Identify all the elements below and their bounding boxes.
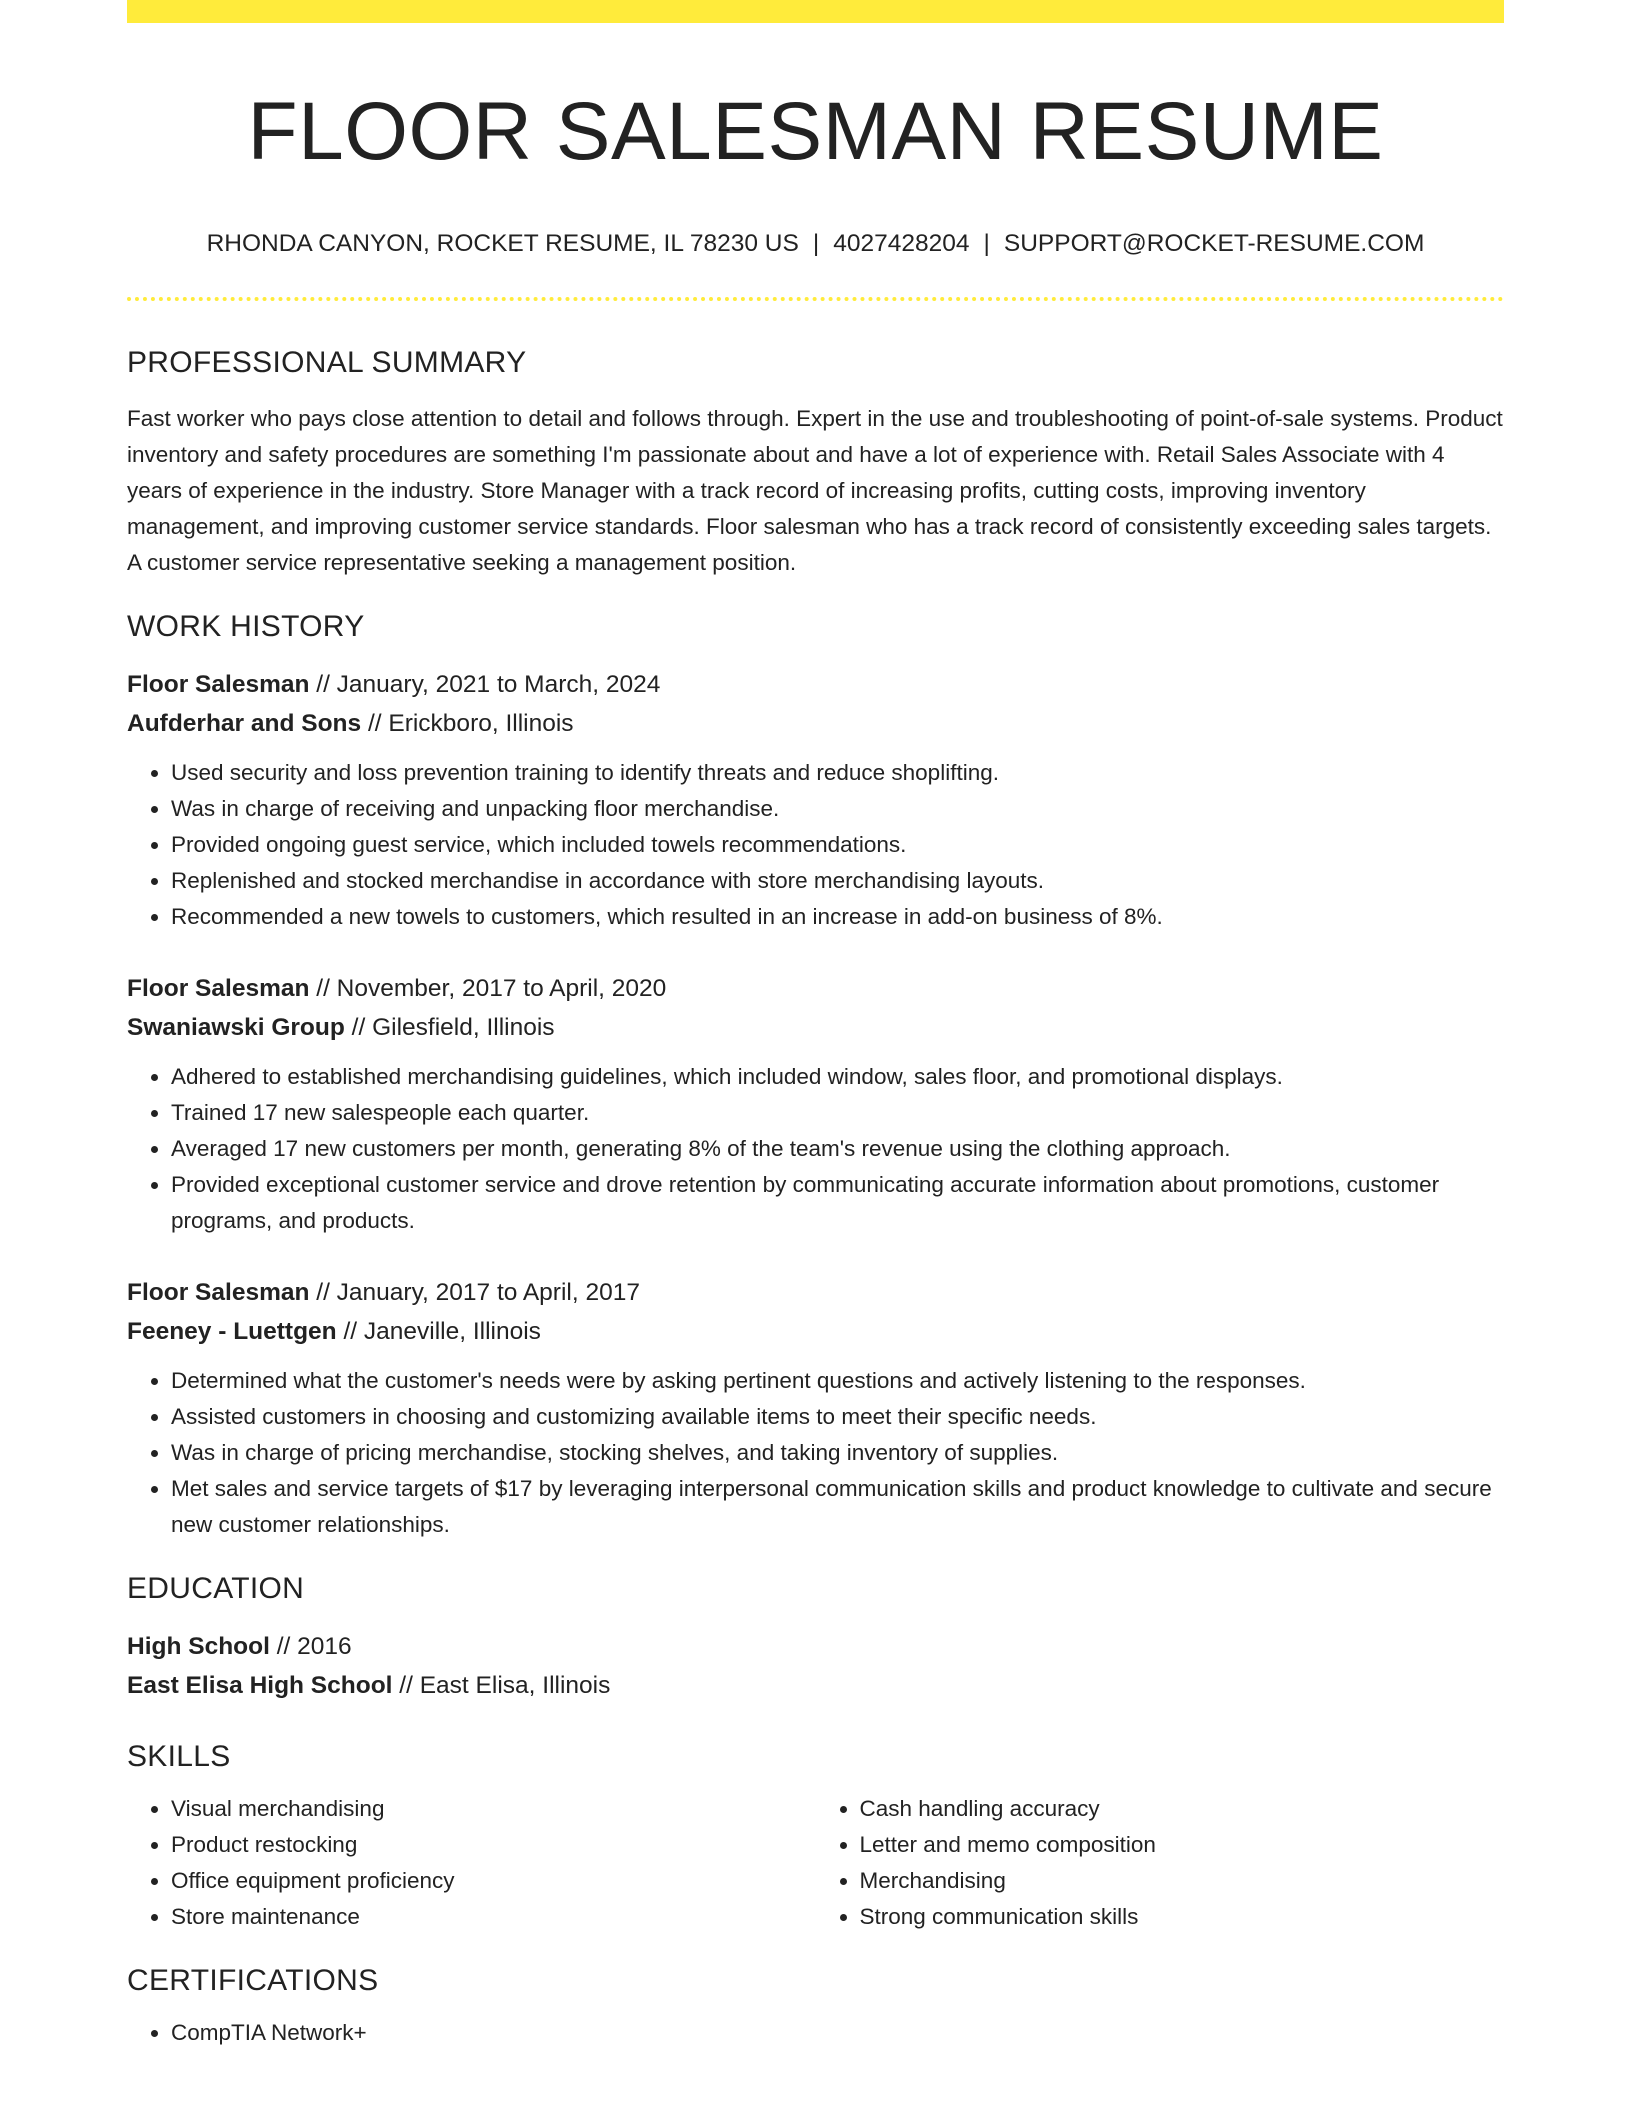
accent-bar [127, 0, 1504, 23]
job-entry [127, 1273, 1504, 1543]
job-duty: • Was in charge of receiving and unpacking floor merchandise. [171, 791, 1504, 827]
job-dates: // January, 2017 to April, 2017 [309, 1278, 640, 1306]
contact-email: SUPPORT@ROCKET-RESUME.COM [1003, 230, 1425, 258]
job-duty: • Determined what the customer's needs were by asking pertinent questions and actively listening to the responses. [171, 1363, 1504, 1399]
job-duties [127, 1059, 1504, 1239]
summary-heading: PROFESSIONAL SUMMARY [127, 345, 527, 379]
job-company: Aufderhar and Sons [127, 709, 362, 737]
contact-address: RHONDA CANYON, ROCKET RESUME, IL 78230 US [206, 230, 799, 258]
skill-item: • Visual merchandising [171, 1791, 816, 1827]
job-location: // Erickboro, Illinois [361, 709, 574, 737]
work-history-heading: WORK HISTORY [127, 609, 365, 643]
job-company-line [127, 1008, 1504, 1047]
skill-item: • Product restocking [171, 1827, 816, 1863]
job-duty: • Met sales and service targets of $17 by leveraging interpersonal communication skills and product knowledge to cultivate and secure new customer relationships. [171, 1471, 1504, 1543]
skill-item: • Letter and memo composition [860, 1827, 1505, 1863]
education-school: East Elisa High School [127, 1671, 393, 1699]
job-role: Floor Salesman [127, 670, 310, 698]
job-company: Feeney - Luettgen [127, 1317, 337, 1345]
job-duty: • Used security and loss prevention training to identify threats and reduce shoplifting. [171, 755, 1504, 791]
education-year: // 2016 [269, 1632, 352, 1660]
job-title-line [127, 969, 1504, 1008]
job-duty: • Recommended a new towels to customers, which resulted in an increase in add-on business of 8%. [171, 899, 1504, 935]
contact-line [127, 229, 1504, 258]
skill-item: • Strong communication skills [860, 1899, 1505, 1935]
job-title-line [127, 665, 1504, 704]
skills-list-left [127, 1791, 816, 1935]
skill-item: • Store maintenance [171, 1899, 816, 1935]
job-entry [127, 969, 1504, 1239]
dotted-divider [127, 297, 1504, 301]
skill-item: • Office equipment proficiency [171, 1863, 816, 1899]
education-location: // East Elisa, Illinois [392, 1671, 611, 1699]
education-school-line [127, 1666, 1504, 1705]
skill-item: • Cash handling accuracy [860, 1791, 1505, 1827]
job-duties [127, 755, 1504, 935]
certifications-list [127, 2015, 1504, 2051]
resume-page [127, 0, 1504, 2051]
certifications-section [127, 2015, 1504, 2051]
job-duty: • Provided ongoing guest service, which included towels recommendations. [171, 827, 1504, 863]
job-company-line [127, 1312, 1504, 1351]
skills-columns [127, 1791, 1504, 1935]
job-location: // Gilesfield, Illinois [344, 1013, 555, 1041]
job-title-line [127, 1273, 1504, 1312]
education-degree: High School [127, 1632, 270, 1660]
job-duty: • Assisted customers in choosing and customizing available items to meet their specific needs. [171, 1399, 1504, 1435]
job-duty: • Averaged 17 new customers per month, generating 8% of the team's revenue using the clothing approach. [171, 1131, 1504, 1167]
job-duties [127, 1363, 1504, 1543]
job-company: Swaniawski Group [127, 1013, 345, 1041]
certifications-heading: CERTIFICATIONS [127, 1963, 379, 1997]
job-entry [127, 665, 1504, 935]
job-duty: • Adhered to established merchandising guidelines, which included window, sales floor, and promotional displays. [171, 1059, 1504, 1095]
contact-phone: 4027428204 [833, 230, 970, 258]
education-degree-line [127, 1627, 1504, 1666]
skills-list-right [816, 1791, 1505, 1935]
certification-item: • CompTIA Network+ [171, 2015, 1504, 2051]
skills-heading: SKILLS [127, 1739, 231, 1773]
job-dates: // January, 2021 to March, 2024 [309, 670, 661, 698]
education-heading: EDUCATION [127, 1571, 305, 1605]
job-duty: • Was in charge of pricing merchandise, stocking shelves, and taking inventory of supplies. [171, 1435, 1504, 1471]
job-role: Floor Salesman [127, 974, 310, 1002]
job-duty: • Replenished and stocked merchandise in accordance with store merchandising layouts. [171, 863, 1504, 899]
summary-text: Fast worker who pays close attention to detail and follows through. Expert in the use and troubleshooting of point-of-sale systems. Product inventory and safety procedures are something I'm passionate about and have a lot of experience with. Retail Sales Associate with 4 years of experience in the industry. Store Manager with a track record of increasing profits, cutting costs, improving inventory management, and improving customer service standards. Floor salesman who has a track record of consistently exceeding sales targets. A customer service representative seeking a management position. [127, 405, 1503, 575]
job-role: Floor Salesman [127, 1278, 310, 1306]
job-company-line [127, 704, 1504, 743]
contact-separator: | [983, 230, 990, 258]
job-location: // Janeville, Illinois [336, 1317, 541, 1345]
education-entry [127, 1627, 1504, 1705]
job-duty: • Trained 17 new salespeople each quarter. [171, 1095, 1504, 1131]
job-dates: // November, 2017 to April, 2020 [309, 974, 667, 1002]
resume-title: FLOOR SALESMAN RESUME [247, 86, 1384, 177]
contact-separator: | [812, 230, 820, 258]
job-duty: • Provided exceptional customer service and drove retention by communicating accurate information about promotions, customer programs, and products. [171, 1167, 1504, 1239]
skill-item: • Merchandising [860, 1863, 1505, 1899]
